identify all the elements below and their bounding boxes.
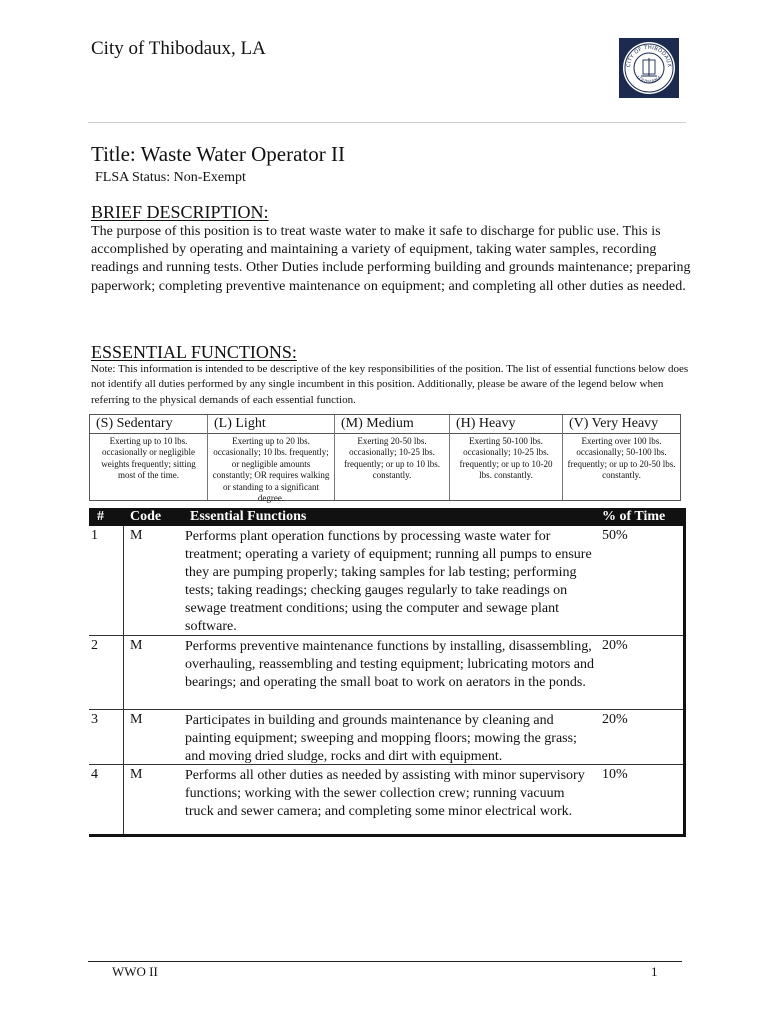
brief-description-text: The purpose of this position is to treat waste water to make it safe to discharge for public use. This is accomplished by operating and maintaining a variety of equipment, taking water samples, recording readings and running tests. Other Duties include performing building and grounds maintenance; preparing paperwork; completing preventive maintenance on equipment; and completing all other duties as needed. <box>91 224 691 294</box>
svg-text:CITY OF THIBODAUX: CITY OF THIBODAUX <box>625 44 673 68</box>
footer-page-number: 1 <box>651 964 658 979</box>
legend-cell-light <box>208 415 335 504</box>
header-percent-time: % of Time <box>602 509 666 524</box>
row-code: M <box>130 638 143 653</box>
row-description: Performs plant operation functions by processing waste water for treatment; operating a variety of equipment; running all pumps to ensure they are pumping properly; taking samples for lab testing; performing tests; taking readings; checking gauges regularly to take readings on sewage treatment conditions; using the computer and sewage plant software. <box>185 529 592 634</box>
row-code: M <box>130 767 143 782</box>
legend-description: Exerting 20-50 lbs. occasionally; 10-25 lbs. frequently; or up to 10 lbs. constantly. <box>344 436 440 481</box>
row-description: Participates in building and grounds maintenance by cleaning and painting equipment; sweeping and mopping floors; mowing the grass; and moving dried sludge, rocks and dirt with equipment. <box>185 713 577 764</box>
footer-divider <box>88 961 682 962</box>
table-row <box>89 636 683 710</box>
legend-cell-heavy <box>450 415 563 500</box>
legend-description: Exerting up to 10 lbs. occasionally or negligible weights frequently; sitting most of the time. <box>101 436 196 481</box>
row-number: 4 <box>91 767 98 782</box>
legend-cell-very-heavy <box>563 415 680 500</box>
table-row <box>89 765 683 834</box>
row-number: 3 <box>91 712 98 727</box>
row-description: Performs preventive maintenance functions by installing, disassembling, overhauling, reassembling and testing equipment; lubricating motors and bearings; and operating the small boat to work on aerators in the ponds. <box>185 639 595 690</box>
job-title: Title: Waste Water Operator II <box>91 142 345 166</box>
legend-description: Exerting over 100 lbs. occasionally; 50-100 lbs. frequently; or up to 20-50 lbs. constantly. <box>567 436 676 481</box>
city-seal-logo <box>619 38 679 98</box>
legend-cell-medium <box>335 415 450 500</box>
essential-functions-table <box>89 508 686 835</box>
legend-label: (V) Very Heavy <box>563 415 680 434</box>
table-row <box>89 710 683 765</box>
row-percent: 50% <box>602 528 628 543</box>
seal-graphic <box>621 40 677 96</box>
row-code: M <box>130 528 143 543</box>
row-description: Performs all other duties as needed by assisting with minor supervisory functions; working with the sewer collection crew; running vacuum truck and sewer camera; and completing some minor electrical work. <box>185 768 585 819</box>
legend-label: (L) Light <box>208 415 334 434</box>
organization-name: City of Thibodaux, LA <box>91 38 266 59</box>
row-percent: 10% <box>602 767 628 782</box>
essential-functions-note: Note: This information is intended to be descriptive of the key responsibilities of the position. The list of essential functions below does not identify all duties performed by any single incumbent in this position. Additionally, please be aware of the legend below when referring to the physical demands of each essential function. <box>91 363 689 406</box>
table-body <box>89 526 686 837</box>
svg-text:LOUISIANA: LOUISIANA <box>634 75 664 86</box>
row-number: 2 <box>91 638 98 653</box>
header-divider <box>88 122 686 123</box>
row-code: M <box>130 712 143 727</box>
header-code: Code <box>130 509 162 524</box>
legend-label: (H) Heavy <box>450 415 562 434</box>
row-number: 1 <box>91 528 98 543</box>
row-percent: 20% <box>602 712 628 727</box>
legend-label: (S) Sedentary <box>90 415 207 434</box>
essential-functions-heading: ESSENTIAL FUNCTIONS: <box>91 342 297 362</box>
legend-cell-sedentary <box>90 415 208 500</box>
brief-description-heading: BRIEF DESCRIPTION: <box>91 202 269 222</box>
legend-description: Exerting 50-100 lbs. occasionally; 10-25 lbs. frequently; or up to 10-20 lbs. constantly. <box>459 436 553 481</box>
legend-description: Exerting up to 20 lbs. occasionally; 10 lbs. frequently; or negligible amounts constantly; OR requires walking or standing to a significant degree. <box>212 436 330 504</box>
legend-label: (M) Medium <box>335 415 449 434</box>
footer-document-code: WWO II <box>112 964 158 979</box>
header-number: # <box>97 509 104 524</box>
header-essential-functions: Essential Functions <box>190 509 307 524</box>
physical-demand-legend <box>89 414 681 504</box>
flsa-status: FLSA Status: Non-Exempt <box>95 170 246 185</box>
table-header-row <box>89 508 686 526</box>
table-row <box>89 526 683 636</box>
row-percent: 20% <box>602 638 628 653</box>
